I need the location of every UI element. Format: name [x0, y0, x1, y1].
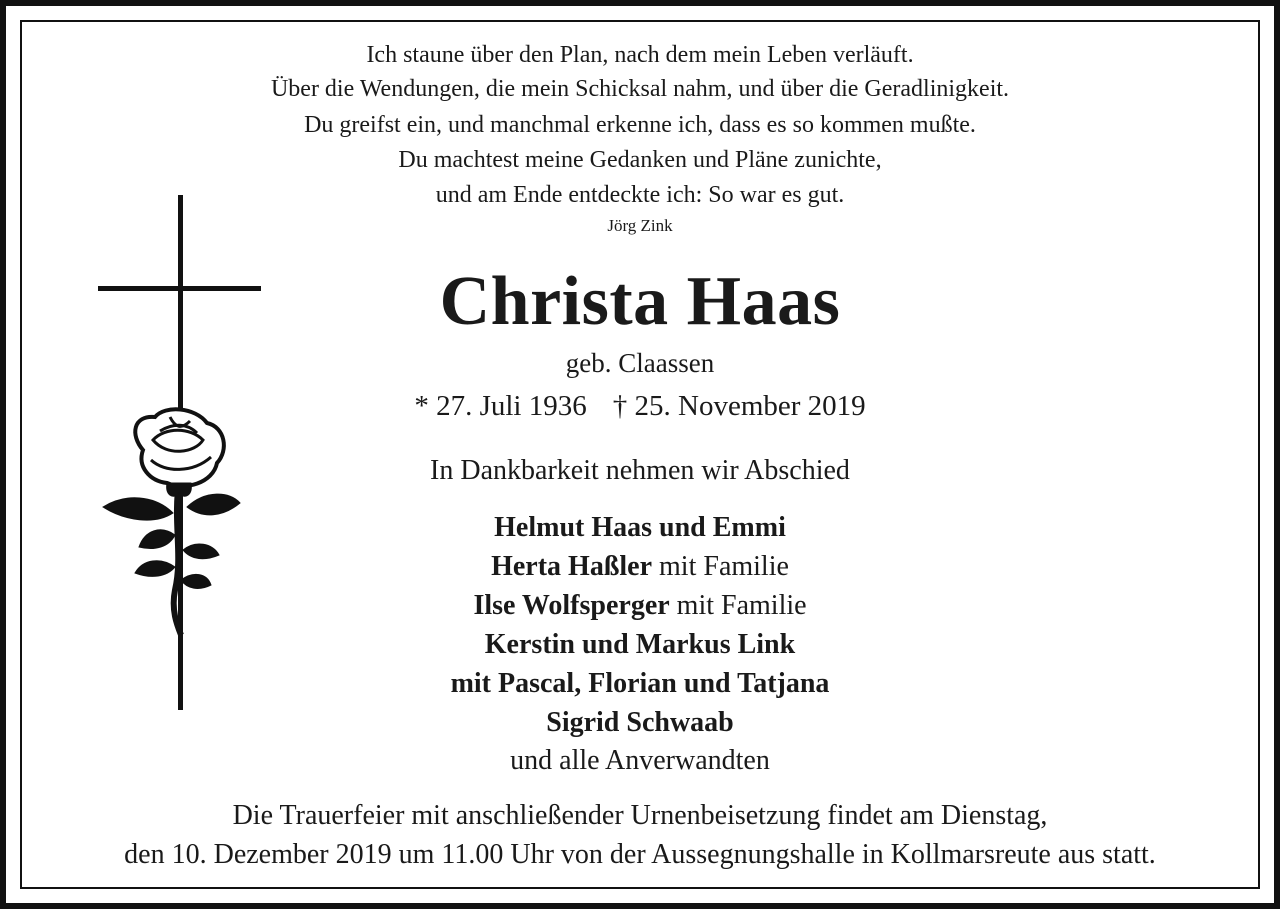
- poem-line-4: Du machtest meine Gedanken und Pläne zunichte,: [398, 147, 882, 173]
- farewell-line: In Dankbarkeit nehmen wir Abschied: [430, 455, 850, 486]
- death-date: † 25. November 2019: [612, 390, 866, 422]
- mourner-name: Herta Haßler: [491, 551, 653, 582]
- poem-line-2: Über die Wendungen, die mein Schicksal nahm, und über die Geradlinigkeit.: [270, 76, 1010, 102]
- mourner-suffix: mit Familie: [652, 551, 789, 582]
- mourner-suffix: und alle Anverwandten: [510, 745, 770, 776]
- mourner-name: mit Pascal, Florian und Tatjana: [450, 668, 830, 699]
- poem-line-5: und am Ende entdeckte ich: So war es gut.: [435, 182, 845, 208]
- rose-icon: [103, 409, 240, 635]
- poem-author: Jörg Zink: [607, 216, 673, 235]
- mourner-name: Helmut Haas und Emmi: [494, 512, 786, 543]
- funeral-info-line-1: Die Trauerfeier mit anschließender Urnenbeisetzung findet am Dienstag,: [232, 800, 1048, 831]
- mourner-name: Sigrid Schwaab: [546, 707, 734, 738]
- mourner-line: [0, 707, 1280, 739]
- birth-date: * 27. Juli 1936: [414, 390, 587, 422]
- mourner-name: Ilse Wolfsperger: [473, 590, 670, 621]
- mourner-line: [0, 745, 1280, 777]
- maiden-name: geb. Claassen: [565, 348, 715, 378]
- mourner-name: Kerstin und Markus Link: [484, 629, 796, 660]
- poem-line-1: Ich staune über den Plan, nach dem mein Leben verläuft.: [366, 42, 914, 68]
- poem-line-3: Du greifst ein, und manchmal erkenne ich, dass es so kommen mußte.: [304, 112, 976, 138]
- funeral-info-line-2: den 10. Dezember 2019 um 11.00 Uhr von der Aussegnungshalle in Kollmarsreute aus statt.: [124, 839, 1156, 870]
- deceased-name: Christa Haas: [439, 263, 841, 340]
- cross-with-rose-icon: [95, 195, 265, 710]
- mourner-suffix: mit Familie: [669, 590, 807, 621]
